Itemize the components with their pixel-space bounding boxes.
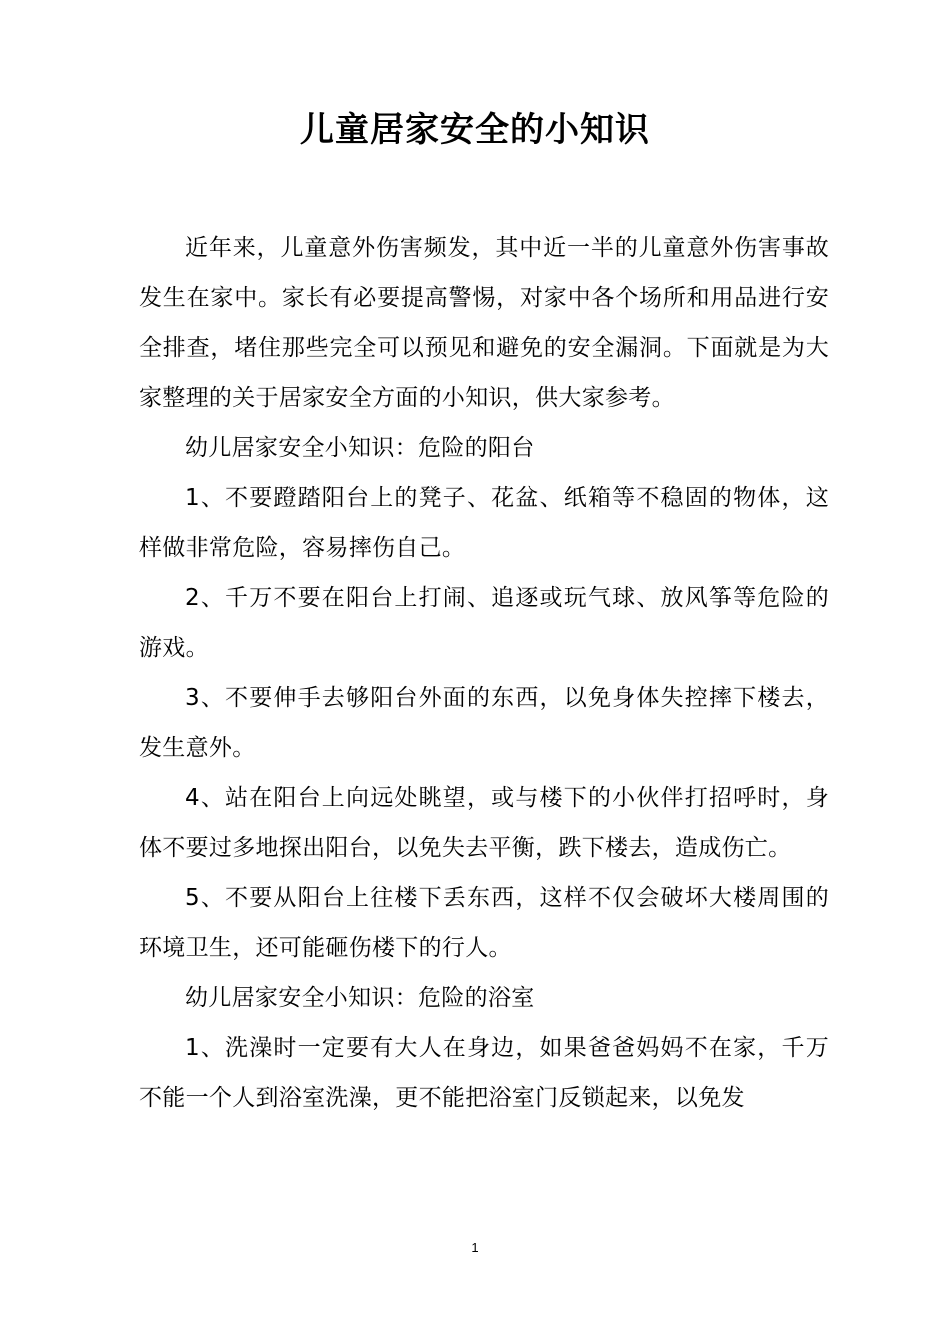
document-body xyxy=(139,223,829,1123)
section-heading-balcony: 幼儿居家安全小知识：危险的阳台 xyxy=(185,435,535,461)
balcony-tip-3: 3、不要伸手去够阳台外面的东西，以免身体失控摔下楼去，发生意外。 xyxy=(139,685,829,761)
page-number: 1 xyxy=(471,1240,479,1255)
document-title: 儿童居家安全的小知识 xyxy=(300,110,650,150)
balcony-tip-4: 4、站在阳台上向远处眺望，或与楼下的小伙伴打招呼时，身体不要过多地探出阳台，以免失去平衡，跌下楼去，造成伤亡。 xyxy=(139,785,829,861)
intro-paragraph: 近年来，儿童意外伤害频发，其中近一半的儿童意外伤害事故发生在家中。家长有必要提高警惕，对家中各个场所和用品进行安全排查，堵住那些完全可以预见和避免的安全漏洞。下面就是为大家整理的关于居家安全方面的小知识，供大家参考。 xyxy=(139,235,829,411)
balcony-tip-2: 2、千万不要在阳台上打闹、追逐或玩气球、放风筝等危险的游戏。 xyxy=(139,585,829,661)
balcony-tip-1: 1、不要蹬踏阳台上的凳子、花盆、纸箱等不稳固的物体，这样做非常危险，容易摔伤自己。 xyxy=(139,485,829,561)
section-heading-bathroom: 幼儿居家安全小知识：危险的浴室 xyxy=(185,985,535,1011)
balcony-tip-5: 5、不要从阳台上往楼下丢东西，这样不仅会破坏大楼周围的环境卫生，还可能砸伤楼下的行人。 xyxy=(139,885,829,961)
bathroom-tip-1: 1、洗澡时一定要有大人在身边，如果爸爸妈妈不在家，千万不能一个人到浴室洗澡，更不能把浴室门反锁起来，以免发 xyxy=(139,1035,829,1111)
